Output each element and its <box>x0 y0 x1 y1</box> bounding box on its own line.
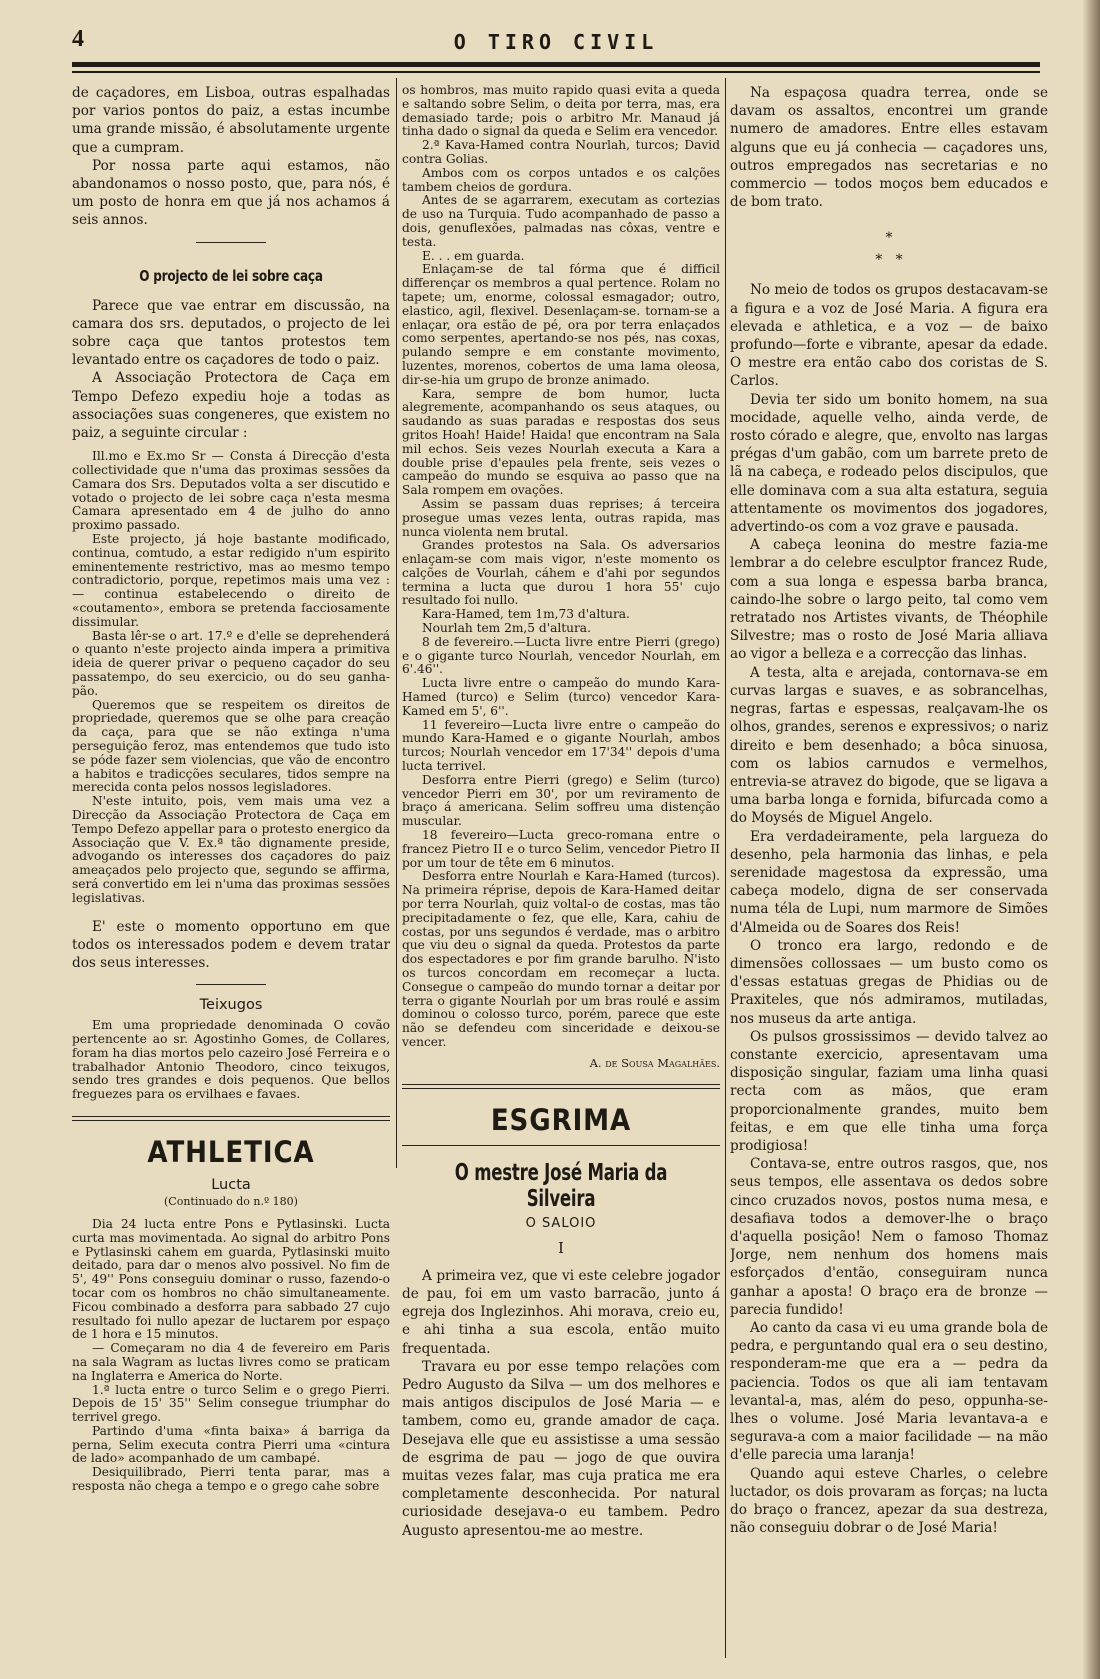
masthead <box>72 22 1040 82</box>
paragraph: Lucta livre entre o campeão do mundo Kara-Hamed (turco) e Selim (turco) vencedor Kara-Kamed em 5', 6''. <box>402 676 720 718</box>
paragraph: Devia ter sido um bonito homem, na sua mocidade, aquelle velho, ainda verde, de rosto córado e alegre, que, envolto nas largas prégas d'um gabão, com um barrete preto de lã na cabeça, e rodeado pelos discipulos, que elle dominava com a sua alta estatura, seguia attentamente os movimentos dos jogadores, advertindo-os com a voz grave e pausada. <box>730 391 1048 536</box>
paragraph: No meio de todos os grupos destacavam-se a figura e a voz de José Maria. A figura era elevada e athletica, e a voz — de baixo profundo—forte e vibrante, apesar da edade. O mestre era então cabo dos coristas de S. Carlos. <box>730 282 1048 390</box>
article-title: Teixugos <box>199 997 263 1014</box>
paragraph: Kara-Hamed, tem 1m,73 d'altura. <box>422 607 630 622</box>
paragraph: E. . . em guarda. <box>422 248 525 263</box>
article-subtitle: O SALOIO <box>525 1215 597 1231</box>
newspaper-title: O TIRO CIVIL <box>453 30 659 54</box>
paragraph: Por nossa parte aqui estamos, não abandonamos o nosso posto, que, para nós, é um posto de honra em que já nos achamos á seis annos. <box>72 157 390 229</box>
divider <box>196 242 266 243</box>
paragraph: E' este o momento opportuno em que todos os interessados podem e devem tratar dos seus interesses. <box>72 918 390 971</box>
paragraph: A cabeça leonina do mestre fazia-me lembrar a do celebre esculptor francez Rude, com a sua longa e espessa barba branca, caindo-lhe sobre o largo peito, tal como vem retratado nos Artistes vivants, de Théophile Silvestre; mas o rosto de José Maria alliava ao vigor a belleza e a correcção das linhas. <box>730 537 1048 663</box>
paragraph: A primeira vez, que vi este celebre jogador de pau, foi em um vasto barracão, junto á egreja dos Inglezinhos. Ahi morava, creio eu, e ahi tinha a sua escola, então muito frequentada. <box>402 1267 720 1357</box>
paragraph: Ao canto da casa vi eu uma grande bola de pedra, e perguntando qual era o seu destino, responderam-me que era a — pedra da paciencia. Todos os que ali iam tentavam levantal-a, mas, além do peso, oppunha-se-lhes o volume. José Maria levantava-a e segurava-a com a maior facilidade — na mão d'elle parecia uma laranja! <box>730 1320 1048 1464</box>
paragraph: Desforra entre Nourlah e Kara-Hamed (turcos). Na primeira réprise, depois de Kara-Hamed deitar por terra Nourlah, quiz voltal-o de costas, mas tão precipitadamente o fez, que elle, Kara, cahiu de costas, por uns segundos é verdade, mas o arbitro que viu deu o signal da queda. Protestos da parte dos espectadores e por fim grande barulho. N'isto os turcos concordam em recomeçar a lucta. Consegue o campeão do mundo tornar a deitar por terra o gigante Nourlah por um bras roulé e assim dominou o colosso turco, porém, parece que este não se defendeu com sinceridade e deixou-se vencer. <box>402 869 720 1049</box>
divider <box>196 984 266 985</box>
paragraph: Ambos com os corpos untados e os calções tambem cheios de gordura. <box>402 165 720 194</box>
section-divider <box>72 1116 390 1121</box>
paragraph: 1.ª lucta entre o turco Selim e o grego Pierri. Depois de 15' 35'' Selim consegue triumphar do terrivel grego. <box>72 1382 390 1425</box>
paragraph: Enlaçam-se de tal fórma que é difficil differençar os membros a qual pertence. Rolam no tapete; um, enorme, colossal esmagador; outro, elastico, agil, flexivel. Desenlaçam-se. tornam-se a enlaçar, ora estão de pé, ora por terra enlaçados como serpentes, apertando-se nos pés, nas coxas, pulando sempre e em constante movimento, luzentes, morenos, cobertos de uma lama oleosa, dir-se-hia um grupo de bronze animado. <box>402 262 720 387</box>
paragraph: Kara, sempre de bom humor, lucta alegremente, acompanhando os seus ataques, ou saudando as suas paradas e respostas dos seus gritos Hoah! Haide! Haida! que encontram na Sala mil echos. Seis vezes Nourlah executa a Kara a double prise d'epaules pela frente, seis vezes o campeão do mundo se esquiva ao passo que na Sala rompem em ovações. <box>402 386 720 498</box>
paragraph: Contava-se, entre outros rasgos, que, nos seus tempos, elle assentava os dedos sobre cinco cruzados novos, postos numa mesa, e desafiava todos a demover-lhe o braço d'aquella posição! Nem o famoso Thomaz Jorge, nem nenhum dos homens mais esforçados d'então, conseguiram nunca ganhar a aposta! O braço era de bronze — parecia fundido! <box>730 1156 1048 1318</box>
paragraph: Parece que vae entrar em discussão, na camara dos srs. deputados, o projecto de lei sobre caça que tantos protestos tem levantado entre os caçadores de todo o paiz. <box>72 297 390 369</box>
paragraph: A testa, alta e arejada, contornava-se em curvas largas e suaves, e as sobrancelhas, negras, fartas e espessas, realçavam-lhe os olhos, grandes, serenos e expressivos; o nariz direito e bem desenhado; a bôca sinuosa, com os labios carnudos e vermelhos, entrevia-se atravez do bigode, que se ligava a uma barba longa e fornida, bifurcada como a do Moysés de Miguel Angelo. <box>730 664 1048 827</box>
section-title: ESGRIMA <box>490 1102 632 1137</box>
column-divider <box>725 78 726 1658</box>
circular-paragraph: N'este intuito, pois, vem mais uma vez a Direcção da Associação Protectora de Caça em Tempo Defezo appellar para o protesto energico da Associação que V. Ex.ª tão dignamente preside, advogando os interesses dos caçadores do paiz ameaçados pelo projecto que, segundo se affirma, será convertido em lei n'uma das proximas sessões legislativas. <box>72 794 390 905</box>
paragraph: 8 de fevereiro.—Lucta livre entre Pierri (grego) e o gigante turco Nourlah, vencedor Nourlah, em 6'.46''. <box>402 634 720 677</box>
column-3 <box>730 84 1048 1619</box>
paragraph: Desiquilibrado, Pierri tenta parar, mas a resposta não chega a tempo e o grego cahe sobre <box>72 1465 390 1494</box>
page-number: 4 <box>72 26 84 52</box>
continuation-note: (Continuado do n.º 180) <box>164 1194 298 1208</box>
paragraph: Desforra entre Pierri (grego) e Selim (turco) vencedor Pierri em 30', por um reviramento de braço á americana. Selim soffreu uma distenção muscular. <box>402 772 720 829</box>
paragraph: 18 fevereiro—Lucta greco-romana entre o francez Pietro II e o turco Selim, vencedor Pietro II por um tour de tête em 6 minutos. <box>402 828 720 870</box>
divider <box>402 1145 720 1146</box>
header-rule <box>72 62 1040 67</box>
paragraph: Antes de se agarrarem, executam as cortezias de uso na Turquia. Tudo acompanhado de passo a dois, genuflexões, palmadas nas côxas, ventre e testa. <box>402 193 720 249</box>
header-rule-thin <box>72 71 1040 73</box>
circular-paragraph: Basta lêr-se o art. 17.º e d'elle se deprehenderá o quanto n'este projecto ainda impera a primitiva ideia de querer privar o pequeno caçador do seu passatempo, do seu exercicio, ou do seu ganha-pão. <box>72 628 390 698</box>
paragraph: Nourlah tem 2m,5 d'altura. <box>422 621 591 636</box>
circular-paragraph: Este projecto, já hoje bastante modificado, continua, comtudo, a estar redigido n'um espirito eminentemente restrictivo, mas ao mesmo tempo contradictorio, porque, repetimos mais uma vez : — continua estabelecendo o direito de «coutamento», embora se pretenda facciosamente dissimular. <box>72 532 390 629</box>
circular-paragraph: Queremos que se respeitem os direitos de propriedade, queremos que se olhe para creação da caça, para que se não extinga n'uma perseguição feroz, mas entendemos que tudo isto se póde fazer sem violencias, que vão de encontro a habitos e tradicções seculares, tidos sempre na merecida conta pelos nossos legisladores. <box>72 697 390 795</box>
section-divider <box>402 1084 720 1089</box>
paragraph: Em uma propriedade denominada O covão pertencente ao sr. Agostinho Gomes, de Collares, foram ha dias mortos pelo cazeiro José Ferreira e o trabalhador Antonio Theodoro, cinco teixugos, sendo tres grandes e dois pequenos. Que bellos freguezes para os ervilhaes e favaes. <box>72 1018 390 1102</box>
author-signature: A. de Sousa Magalhães. <box>589 1055 720 1070</box>
article-title: O mestre José Maria da Silveira <box>454 1159 668 1212</box>
part-number: I <box>558 1238 564 1257</box>
section-break-stars: * * * <box>875 230 903 269</box>
paragraph: de caçadores, em Lisboa, outras espalhadas por varios pontos do paiz, a estas incumbe uma grande missão, é absolutamente urgente que a cumpram. <box>72 85 390 156</box>
column-1 <box>72 84 390 1619</box>
paragraph: Dia 24 lucta entre Pons e Pytlasinski. Lucta curta mas movimentada. Ao signal do arbitro Pons e Pytlasinski cahem em guarda, Pytlasinski muito deitado, para dar o menos alvo possivel. No fim de 5', 49'' Pons conseguiu dominar o russo, fazendo-o tocar com os hombros no chão simultaneamente. Ficou combinado a desforra para sabbado 27 cujo resultado foi nullo apezar de luctarem por espaço de 1 hora e 15 minutos. <box>72 1216 390 1342</box>
column-2 <box>402 84 720 1619</box>
paragraph: 2.ª Kava-Hamed contra Nourlah, turcos; David contra Golias. <box>402 138 720 166</box>
circular-paragraph: Ill.mo e Ex.mo Sr — Consta á Direcção d'esta collectividade que n'uma das proximas sessões da Camara dos Srs. Deputados volta a ser discutido e votado o projecto de lei sobre caça n'esta mesma Camara apresentado em 4 de julho do anno proximo passado. <box>72 449 390 533</box>
paragraph: Grandes protestos na Sala. Os adversarios enlaçam-se com mais vigor, n'este momento os calções de Vourlah, cáhem e d'ahi por segundos termina a lucta que durou 1 hora 55' cujo resultado foi nullo. <box>402 538 720 608</box>
section-title: ATHLETICA <box>147 1134 315 1169</box>
article-title: O projecto de lei sobre caça <box>139 266 323 285</box>
paragraph: Travara eu por esse tempo relações com Pedro Augusto da Silva — um dos melhores e mais antigos discipulos de José Maria — e tambem, como eu, grande amador de caça. Desejava elle que eu assistisse a uma sessão de esgrima de pau — jogo de que ouvira muitas vezes falar, mas cuja pratica me era completamente desconhecida. Por natural curiosidade desejava-o eu tambem. Pedro Augusto apresentou-me ao mestre. <box>402 1358 720 1539</box>
paragraph: O tronco era largo, redondo e de dimensões collossaes — um busto como os d'essas estatuas gregas de Phidias ou de Praxiteles, que nós admiramos, mutiladas, nos museus da arte antiga. <box>730 937 1048 1027</box>
paragraph: — Começaram no dia 4 de fevereiro em Paris na sala Wagram as luctas livres como se praticam na Inglaterra e America do Norte. <box>72 1341 390 1383</box>
paragraph: os hombros, mas muito rapido quasi evita a queda e saltando sobre Selim, o deita por terra, mas, era demasiado tarde; pois o arbitro Mr. Manaud já tinha dado o signal da queda e Selim era vencedor. <box>402 84 720 139</box>
paragraph: Partindo d'uma «finta baixa» á barriga da perna, Selim executa contra Pierri uma «cintura de lado» acompanhado de um cambapé. <box>72 1423 390 1466</box>
article-title: Lucta <box>211 1176 251 1193</box>
paragraph: A Associação Protectora de Caça em Tempo Defezo expediu hoje a todas as associações suas congeneres, que existem no paiz, a seguinte circular : <box>72 370 390 442</box>
column-divider <box>396 78 397 1168</box>
paragraph: Na espaçosa quadra terrea, onde se davam os assaltos, encontrei um grande numero de amadores. Entre elles estavam alguns que eu já conhecia — caçadores uns, outros empregados nas secretarias e no commercio — todos moços bem educados e de bom trato. <box>730 85 1048 211</box>
paragraph: Assim se passam duas reprises; á terceira prosegue umas vezes lenta, outras rapida, mas nunca violenta nem brutal. <box>402 496 720 539</box>
paragraph: 11 fevereiro—Lucta livre entre o campeão do mundo Kara-Hamed e o gigante Nourlah, ambos turcos; Nourlah vencedor em 17'34'' depois d'uma lucta terrivel. <box>402 717 720 774</box>
paragraph: Quando aqui esteve Charles, o celebre luctador, os dois provaram as forças; na lucta do braço o francez, apezar da sua destreza, não conseguiu dobrar o de José Maria! <box>730 1465 1048 1537</box>
paragraph: Os pulsos grossissimos — devido talvez ao constante exercicio, apresentavam uma disposição singular, faziam uma linha quasi recta com as mãos, que eram proporcionalmente grandes, muito bem feitas, e em que elle tinha uma força prodigiosa! <box>730 1028 1048 1154</box>
paragraph: Era verdadeiramente, pela largueza do desenho, pela harmonia das linhas, e pela serenidade magestosa da expressão, uma cabeça modelo, digna de ser conservada numa téla de Lupi, num marmore de Simões d'Almeida ou de Soares dos Reis! <box>730 828 1048 936</box>
